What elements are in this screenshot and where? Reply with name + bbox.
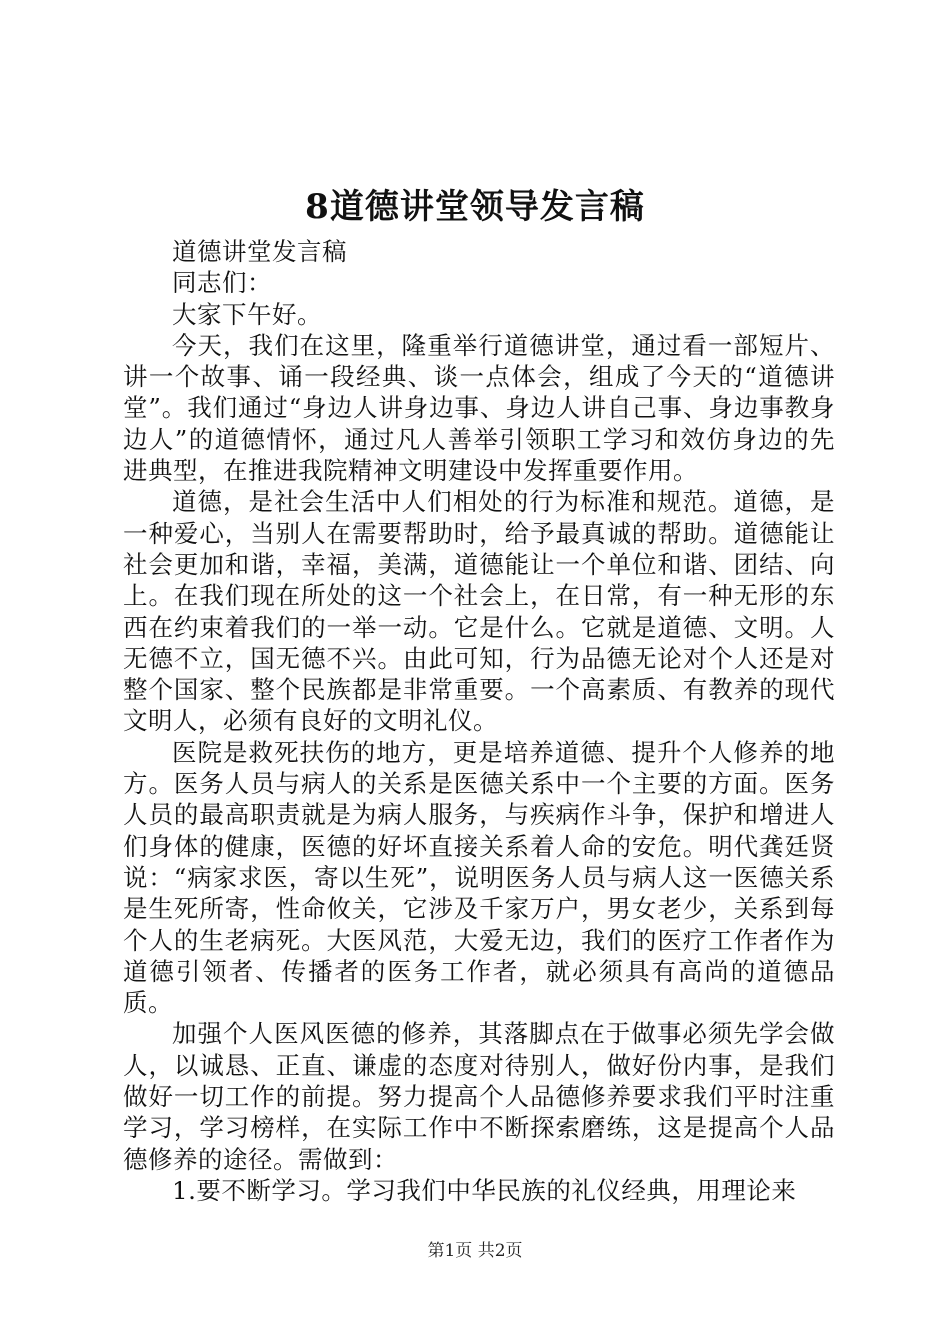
page-footer: 第1页 共2页 bbox=[427, 1241, 523, 1261]
paragraph-greeting: 大家下午好。 bbox=[172, 299, 322, 329]
paragraph-salutation: 同志们： bbox=[172, 268, 272, 298]
paragraph-intro: 今天，我们在这里，隆重举行道德讲堂，通过看一部短片、讲一个故事、诵一段经典、谈一点体会，组成了今天的“道德讲堂”。我们通过“身边人讲身边事、身边人讲自己事、身边事教身边人”的道德情怀，通过凡人善举引领职工学习和效仿身边的先进典型，在推进我院精神文明建设中发挥重要作用。 bbox=[123, 330, 835, 486]
paragraph-subtitle: 道德讲堂发言稿 bbox=[172, 237, 347, 266]
document-title: 8道德讲堂领导发言稿 bbox=[305, 187, 645, 227]
document-body bbox=[123, 236, 835, 1206]
paragraph-hospital: 医院是救死扶伤的地方，更是培养道德、提升个人修养的地方。医务人员与病人的关系是医德关系中一个主要的方面。医务人员的最高职责就是为病人服务，与疾病作斗争，保护和增进人们身体的健康，医德的好坏直接关系着人命的安危。明代龚廷贤说：“病家求医，寄以生死”，说明医务人员与病人这一医德关系是生死所寄，性命攸关，它涉及千家万户，男女老少，关系到每个人的生老病死。大医风范，大爱无边，我们的医疗工作者作为道德引领者、传播者的医务工作者，就必须具有高尚的道德品质。 bbox=[123, 737, 835, 1018]
paragraph-morality: 道德，是社会生活中人们相处的行为标准和规范。道德，是一种爱心，当别人在需要帮助时，给予最真诚的帮助。道德能让社会更加和谐，幸福，美满，道德能让一个单位和谐、团结、向上。在我们现在所处的这一个社会上，在日常，有一种无形的东西在约束着我们的一举一动。它是什么。它就是道德、文明。人无德不立，国无德不兴。由此可知，行为品德无论对个人还是对整个国家、整个民族都是非常重要。一个高素质、有教养的现代文明人，必须有良好的文明礼仪。 bbox=[123, 487, 835, 736]
paragraph-item-1: 1.要不断学习。学习我们中华民族的礼仪经典，用理论来 bbox=[172, 1175, 797, 1205]
paragraph-cultivation: 加强个人医风医德的修养，其落脚点在于做事必须先学会做人，以诚恳、正直、谦虚的态度对待别人，做好份内事，是我们做好一切工作的前提。努力提高个人品德修养要求我们平时注重学习，学习榜样，在实际工作中不断探索磨练，这是提高个人品德修养的途径。需做到： bbox=[123, 1019, 835, 1174]
